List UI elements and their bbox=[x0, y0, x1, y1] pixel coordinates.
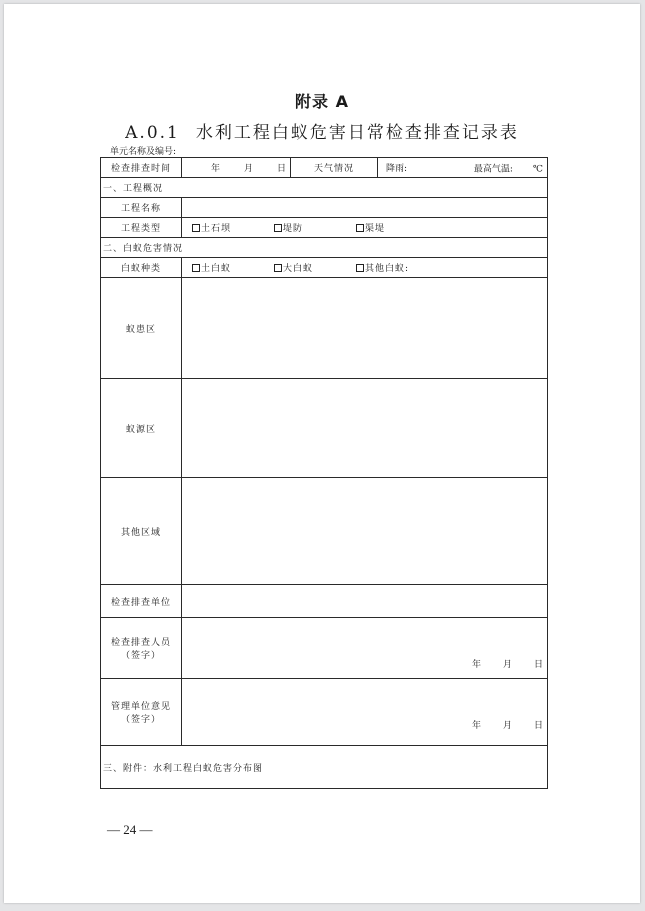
weather-label: 天气情况 bbox=[291, 158, 378, 178]
option-levee[interactable]: 堤防 bbox=[274, 221, 356, 234]
row-inspection-unit bbox=[101, 585, 548, 618]
row-section1-heading bbox=[101, 178, 548, 198]
termite-species-options bbox=[182, 258, 548, 278]
manager-label-line1: 管理单位意见 bbox=[110, 702, 171, 712]
form-title bbox=[4, 118, 640, 143]
row-inspection-time bbox=[101, 158, 548, 178]
option-soil-termite[interactable]: 土白蚁 bbox=[192, 261, 274, 274]
row-project-name bbox=[101, 198, 548, 218]
inspector-label-line2: （签字） bbox=[120, 651, 161, 661]
termite-species-label: 白蚁种类 bbox=[101, 258, 182, 278]
inspector-label-line1: 检查排查人员 bbox=[110, 638, 171, 648]
infested-area-field[interactable] bbox=[182, 278, 548, 379]
checkbox-icon[interactable] bbox=[192, 224, 200, 232]
inspection-date-field[interactable] bbox=[182, 158, 291, 178]
manager-sign-date: 年 月 日 bbox=[471, 721, 543, 731]
max-temp-group bbox=[474, 161, 543, 174]
appendix-title: 附录 A bbox=[295, 92, 349, 111]
other-area-label: 其他区域 bbox=[101, 478, 182, 585]
row-project-type bbox=[101, 218, 548, 238]
source-area-label: 蚁源区 bbox=[101, 379, 182, 478]
inspection-unit-field[interactable] bbox=[182, 585, 548, 618]
checkbox-icon[interactable] bbox=[274, 224, 282, 232]
source-area-field[interactable] bbox=[182, 379, 548, 478]
other-area-field[interactable] bbox=[182, 478, 548, 585]
day-label: 日 bbox=[276, 164, 286, 174]
unit-name-label: 单元名称及编号: bbox=[110, 147, 177, 157]
section3-attachment[interactable]: 三、附件：水利工程白蚁危害分布图 bbox=[101, 746, 548, 789]
checkbox-icon[interactable] bbox=[192, 264, 200, 272]
record-form-table bbox=[100, 157, 548, 789]
rain-label: 降雨: bbox=[386, 164, 408, 174]
temp-unit: ℃ bbox=[532, 164, 543, 174]
row-infested-area bbox=[101, 278, 548, 379]
form-code: A.0.1 bbox=[125, 123, 180, 143]
row-inspector bbox=[101, 618, 548, 679]
manager-signature-field[interactable] bbox=[182, 679, 548, 746]
section2-heading: 二、白蚁危害情况 bbox=[101, 238, 548, 258]
checkbox-icon[interactable] bbox=[356, 224, 364, 232]
section1-heading: 一、工程概况 bbox=[101, 178, 548, 198]
option-other-termite[interactable]: 其他白蚁: bbox=[356, 261, 409, 274]
row-manager-opinion bbox=[101, 679, 548, 746]
weather-field[interactable] bbox=[378, 158, 548, 178]
project-type-options bbox=[182, 218, 548, 238]
option-earth-rock-dam[interactable]: 土石坝 bbox=[192, 221, 274, 234]
year-label: 年 bbox=[210, 164, 220, 174]
infested-area-label: 蚁患区 bbox=[101, 278, 182, 379]
option-canal-embankment[interactable]: 渠堤 bbox=[356, 221, 385, 234]
checkbox-icon[interactable] bbox=[274, 264, 282, 272]
project-name-label: 工程名称 bbox=[101, 198, 182, 218]
option-macrotermes[interactable]: 大白蚁 bbox=[274, 261, 356, 274]
project-type-label: 工程类型 bbox=[101, 218, 182, 238]
manager-opinion-label bbox=[101, 679, 182, 746]
manager-label-line2: （签字） bbox=[120, 715, 161, 725]
checkbox-icon[interactable] bbox=[356, 264, 364, 272]
page-number: — 24 — bbox=[107, 822, 153, 837]
inspection-unit-label: 检查排查单位 bbox=[101, 585, 182, 618]
project-name-field[interactable] bbox=[182, 198, 548, 218]
inspector-sign-date: 年 月 日 bbox=[471, 660, 543, 670]
row-termite-species bbox=[101, 258, 548, 278]
max-temp-label: 最高气温: bbox=[473, 164, 513, 174]
row-section2-heading bbox=[101, 238, 548, 258]
inspector-label bbox=[101, 618, 182, 679]
inspection-time-label: 检查排查时间 bbox=[101, 158, 182, 178]
document-page bbox=[4, 4, 640, 903]
inspector-signature-field[interactable] bbox=[182, 618, 548, 679]
month-label: 月 bbox=[243, 164, 253, 174]
form-title-text: 水利工程白蚁危害日常检查排查记录表 bbox=[195, 123, 519, 143]
row-attachment bbox=[101, 746, 548, 789]
row-other-area bbox=[101, 478, 548, 585]
row-source-area bbox=[101, 379, 548, 478]
